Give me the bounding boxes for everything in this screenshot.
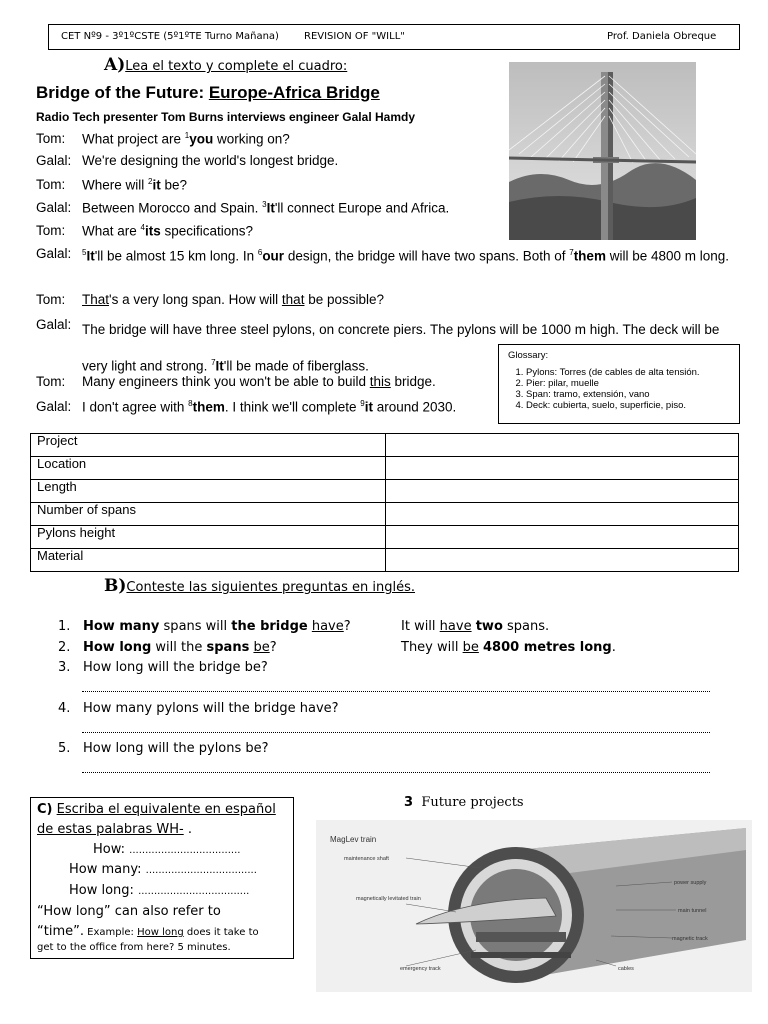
- label-magnetic-track: magnetic track: [672, 936, 708, 942]
- how-long-answer-line[interactable]: ...................................: [138, 886, 250, 897]
- answer-cell[interactable]: [386, 503, 739, 526]
- glossary-title: Glossary:: [508, 350, 549, 361]
- section-c-example-cont: get to the office from here? 5 minutes.: [37, 942, 231, 953]
- table-row: [31, 503, 739, 526]
- section-c-line-1: C) Escriba el equivalente en español: [37, 802, 276, 817]
- info-table: [30, 433, 739, 572]
- glossary-item: 4. Deck: cubierta, suelo, superficie, piso.: [526, 400, 700, 411]
- table-row: [31, 526, 739, 549]
- table-label: Location: [31, 457, 386, 480]
- how-long-item: How long: ...................................: [69, 883, 250, 898]
- answer-cell[interactable]: [386, 457, 739, 480]
- label-main-tunnel: main tunnel: [678, 908, 707, 914]
- label-power-supply: power supply: [674, 880, 707, 886]
- table-row: [31, 457, 739, 480]
- section-c-note: “How long” can also refer to: [37, 904, 221, 919]
- section-c-example: “time”. Example: How long does it take to: [37, 924, 259, 939]
- table-label: Pylons height: [31, 526, 386, 549]
- section-a-instruction: Lea el texto y complete el cuadro:: [125, 59, 348, 74]
- section-c-line-2: de estas palabras WH- .: [37, 822, 192, 837]
- answer-cell[interactable]: [386, 480, 739, 503]
- answer-1: It will have two spans.: [401, 619, 550, 634]
- table-label: Length: [31, 480, 386, 503]
- answer-2: They will be 4800 metres long.: [401, 640, 616, 655]
- section-b-instruction: Conteste las siguientes preguntas en inglés.: [126, 580, 415, 595]
- glossary-item: 2. Pier: pilar, muelle: [526, 378, 700, 389]
- section-a-heading: A)Lea el texto y complete el cuadro:: [104, 55, 348, 75]
- answer-line-3[interactable]: [82, 691, 710, 692]
- label-maglev-train: magnetically levitated train: [356, 896, 421, 902]
- table-label: Project: [31, 434, 386, 457]
- answer-line-4[interactable]: [82, 732, 710, 733]
- teacher-name: Prof. Daniela Obreque: [607, 31, 717, 42]
- section-b-heading: B)Conteste las siguientes preguntas en inglés.: [104, 576, 415, 596]
- diagram-title: MagLev train: [330, 835, 377, 844]
- worksheet-title: REVISION OF "WILL": [304, 31, 405, 42]
- glossary-item: 3. Span: tramo, extensión, vano: [526, 389, 700, 400]
- article-subtitle: Radio Tech presenter Tom Burns interviews engineer Galal Hamdy: [36, 110, 415, 124]
- dialogue-line-6: Galal: $^5$It'll be almost 15 km long. In $^6$our design, the bridge will have two spans. Both of $^7$them will be 4800 m long.: [36, 246, 730, 264]
- future-projects-heading: 3 Future projects: [404, 795, 524, 810]
- school-info: CET Nº9 - 3º1ºCSTE (5º1ºTE Turno Mañana): [61, 31, 279, 42]
- table-row: [31, 434, 739, 457]
- table-label: Number of spans: [31, 503, 386, 526]
- answer-cell[interactable]: [386, 434, 739, 457]
- article-title: Bridge of the Future: Europe-Africa Bridge: [36, 83, 380, 102]
- glossary-list: [508, 367, 700, 411]
- worksheet-header: [48, 24, 740, 50]
- how-many-item: How many: ...................................: [69, 862, 257, 877]
- answer-line-5[interactable]: [82, 772, 710, 773]
- table-label: Material: [31, 549, 386, 572]
- how-answer-line[interactable]: ...................................: [129, 845, 241, 856]
- answer-cell[interactable]: [386, 526, 739, 549]
- glossary-item: 1. Pylons: Torres (de cables de alta tensión.: [526, 367, 700, 378]
- label-maintenance-shaft: maintenance shaft: [344, 856, 389, 862]
- label-cables: cables: [618, 966, 634, 972]
- label-emergency-track: emergency track: [400, 966, 441, 972]
- table-row: [31, 549, 739, 572]
- table-row: [31, 480, 739, 503]
- glossary-box: [498, 344, 740, 424]
- section-c-box: [30, 797, 294, 959]
- maglev-tunnel-diagram: [316, 820, 752, 992]
- bridge-photo: [509, 62, 696, 240]
- answer-cell[interactable]: [386, 549, 739, 572]
- how-item: How: ...................................: [93, 842, 241, 857]
- how-many-answer-line[interactable]: ...................................: [145, 865, 257, 876]
